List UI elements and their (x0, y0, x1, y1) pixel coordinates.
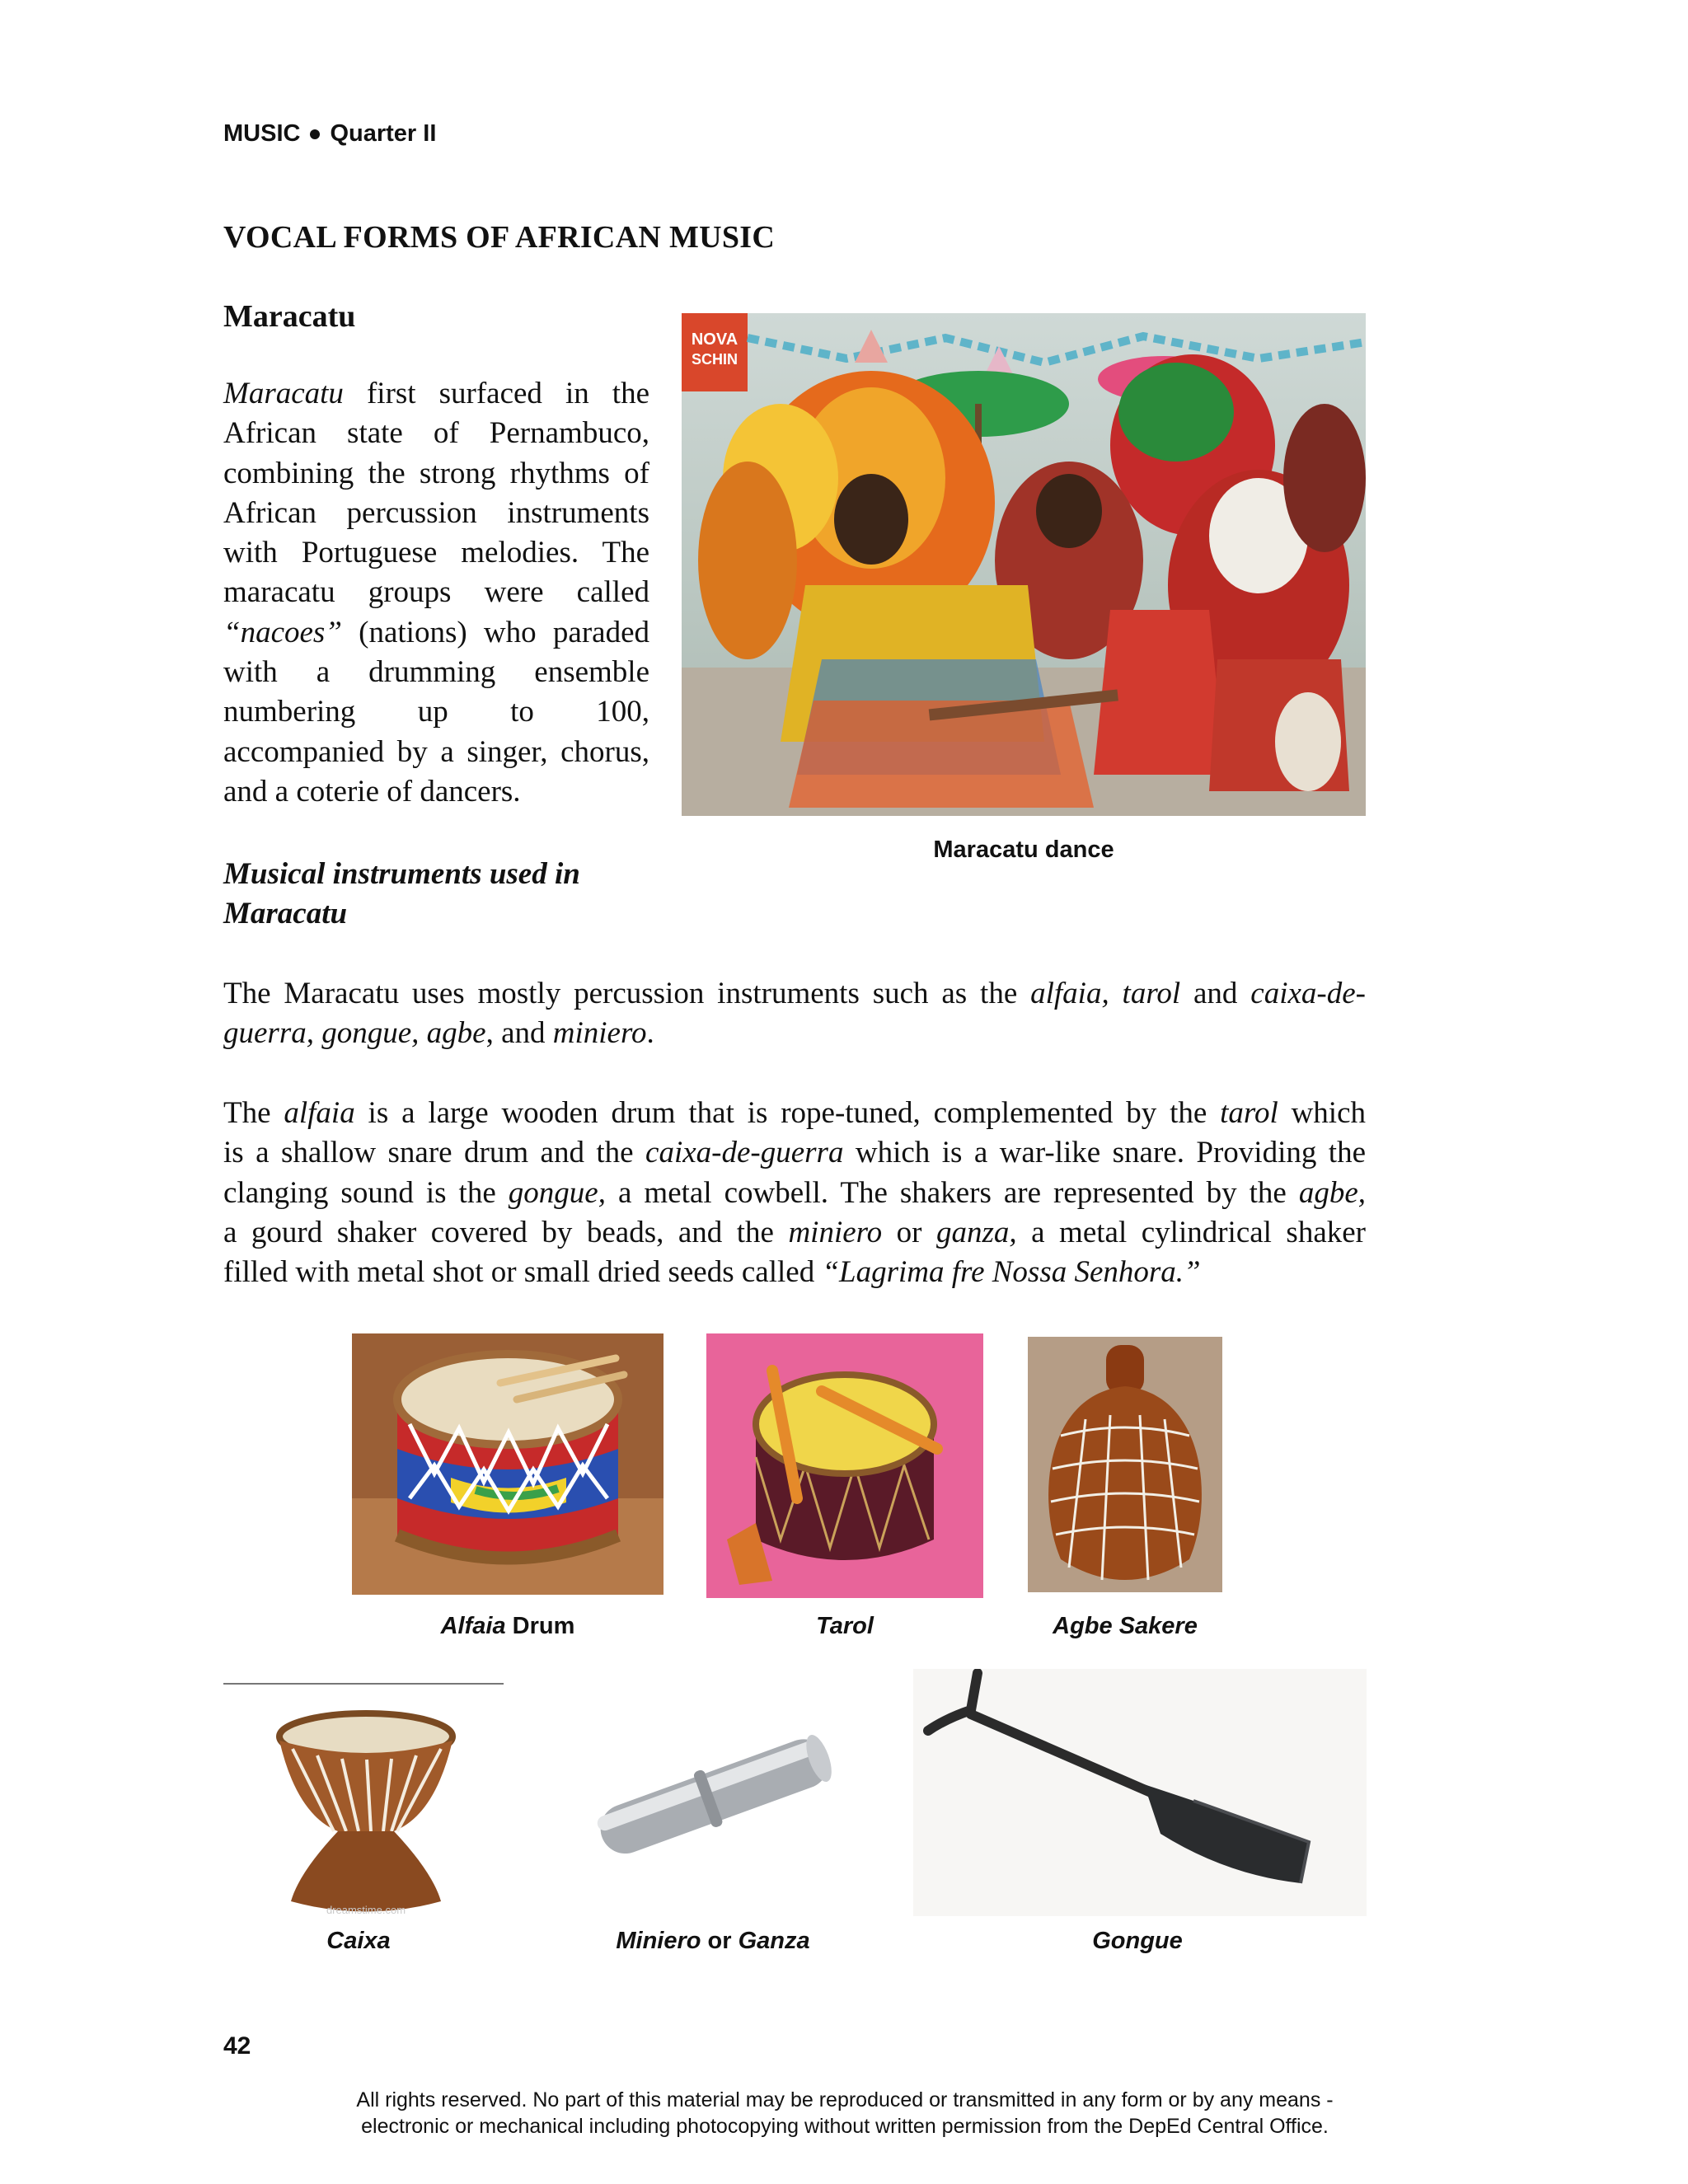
caption-gongue: Gongue (1092, 1928, 1183, 1954)
caption-caixa: Caixa (326, 1928, 391, 1954)
gongue-image (913, 1669, 1367, 1916)
copyright-footer: All rights reserved. No part of this material may be reproduced or transmitted in any form or by any means - electronic or mechanical including photocopying without written permission from the DepEd Central Office. (356, 2088, 1334, 2138)
intro-paragraph: Maracatu first surfaced in the African state of Pernambuco, combining the strong rhythms of African percussion instruments with Portuguese melodies. The maracatu groups were called “nacoes” (nations) who paraded with a drumming ensemble numbering up to 100, accompanied by a singer, chorus, and a coterie of dancers. (223, 377, 649, 808)
alfaia-drum-image (352, 1333, 663, 1595)
caption-maracatu-dance: Maracatu dance (933, 837, 1114, 863)
caption-tarol: Tarol (816, 1613, 874, 1639)
caption-alfaia: Alfaia Drum (440, 1613, 575, 1639)
page-header (223, 120, 436, 148)
caption-miniero: Miniero or Ganza (616, 1928, 810, 1954)
caption-agbe: Agbe Sakere (1053, 1613, 1198, 1639)
term-nacoes: “nacoes” (223, 615, 342, 649)
separator-rule (223, 1683, 504, 1685)
svg-text:SCHIN: SCHIN (691, 351, 738, 368)
header-quarter: Quarter II (330, 120, 437, 147)
watermark-text: dreamstime.com (326, 1904, 406, 1914)
header-subject: MUSIC (223, 120, 301, 147)
section-title: Maracatu (223, 299, 356, 334)
maracatu-dance-photo (682, 313, 1366, 816)
tarol-image (706, 1333, 983, 1598)
description-paragraph: The alfaia is a large wooden drum that is rope-tuned, complemented by the tarol which is a shallow snare drum and the caixa-de-guerra which is a war-like snare. Providing the clanging sound is the gongue, a metal cowbell. The shakers are represented by the agbe, a gourd shaker covered by beads, and the miniero or ganza, a metal cylindrical shaker filled with metal shot or small dried seeds called “Lagrima fre Nossa Senhora.” (223, 1096, 1367, 1290)
page-number: 42 (223, 2032, 251, 2060)
subsection-title: Musical instruments used in Maracatu (223, 857, 580, 930)
bullet-icon (310, 129, 320, 139)
page-title: VOCAL FORMS OF AFRICAN MUSIC (223, 220, 776, 255)
instruments-paragraph: The Maracatu uses mostly percussion instruments such as the alfaia, tarol and caixa-de-guerra, gongue, agbe, and miniero. (223, 977, 1366, 1050)
miniero-ganza-image (577, 1714, 849, 1871)
term-maracatu: Maracatu (223, 377, 344, 410)
svg-text:NOVA: NOVA (691, 330, 738, 349)
caixa-image (256, 1708, 476, 1914)
agbe-sakere-image (1028, 1337, 1222, 1592)
